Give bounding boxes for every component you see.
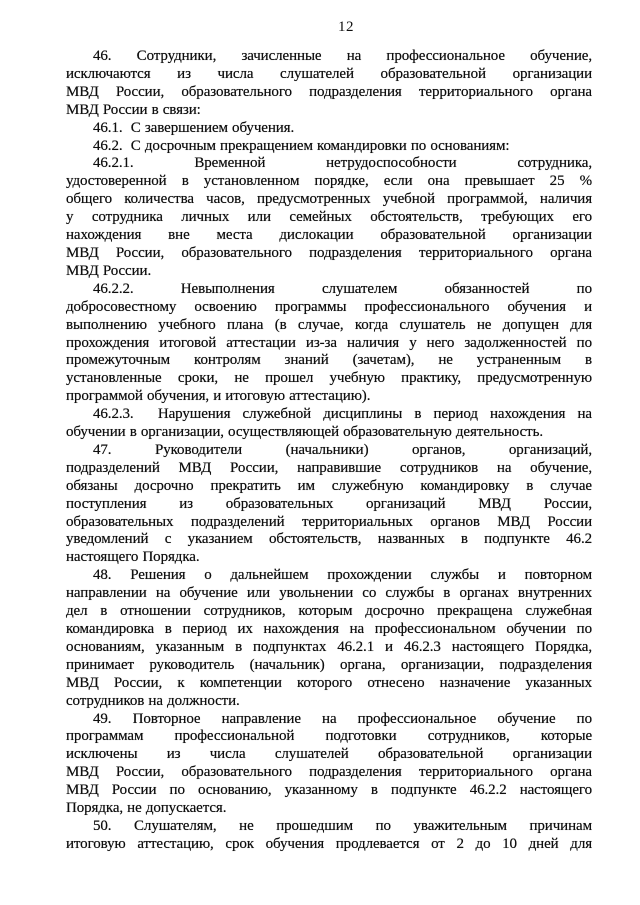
text-line: 46.1. С завершением обучения. (93, 119, 295, 136)
text-line: направлении на обучение или увольнении со службы в органах внутренних (66, 585, 592, 602)
text-line: поступления из образовательных организаций МВД России, (66, 495, 592, 512)
paragraph (66, 155, 592, 280)
text-line: 46.2.3. Нарушения служебной дисциплины в период нахождения на (93, 406, 592, 423)
text-line: исключены из числа слушателей образовательной организации (66, 746, 592, 763)
text-line: установленные сроки, не прошел учебную практику, предусмотренную (66, 370, 592, 387)
text-line: сотрудников на должности. (66, 692, 240, 709)
text-line: МВД России, образовательного подразделения территориального органа (66, 244, 592, 261)
text-line: основаниям, указанным в подпунктах 46.2.1 и 46.2.3 настоящего Порядка, (66, 638, 592, 655)
text-line: подразделений МВД России, направившие сотрудников на обучение, (66, 459, 592, 476)
text-line: добросовестному освоению программы профессионального обучения и (66, 298, 592, 315)
text-line: уведомлений с указанием обстоятельств, названных в подпункте 46.2 (66, 531, 592, 548)
text-line: выполнению учебного плана (в случае, когда слушатель не допущен для (66, 316, 592, 333)
text-line: программам профессиональной подготовки сотрудников, которые (66, 728, 592, 745)
paragraph (66, 711, 592, 818)
document-body (66, 48, 592, 854)
paragraph (66, 138, 592, 156)
text-line: 47. Руководители (начальники) органов, организаций, (93, 441, 592, 458)
text-line: у сотрудника личных или семейных обстоятельств, требующих его (66, 209, 592, 226)
text-line: прохождения итоговой аттестации из-за наличия у него задолженностей по (66, 334, 592, 351)
text-line: МВД России, образовательного подразделения территориального органа (66, 764, 592, 781)
text-line: обучении в организации, осуществляющей образовательную деятельность. (66, 424, 543, 441)
text-line: промежуточным контролям знаний (зачетам), не устраненным в (66, 352, 592, 369)
text-line: 48. Решения о дальнейшем прохождении службы и повторном (93, 567, 592, 584)
paragraph (66, 48, 592, 120)
text-line: принимает руководитель (начальник) органа, организации, подразделения (66, 656, 592, 673)
text-line: МВД России, образовательного подразделения территориального органа (66, 83, 592, 100)
paragraph (66, 406, 592, 442)
text-line: программой обучения, и итоговую аттестацию). (66, 388, 371, 405)
text-line: 46.2. С досрочным прекращением командировки по основаниям: (93, 137, 510, 154)
paragraph (66, 567, 592, 710)
text-line: обязаны досрочно прекратить им служебную командировку в случае (66, 477, 592, 494)
text-line: 46.2.2. Невыполнения слушателем обязанностей по (93, 280, 592, 297)
paragraph (66, 281, 592, 406)
text-line: нахождения вне места дислокации образовательной организации (66, 227, 592, 244)
text-line: удостоверенной в установленном порядке, если она превышает 25 % (66, 173, 592, 190)
paragraph (66, 442, 592, 567)
text-line: командировка в период их нахождения на профессиональном обучении по (66, 621, 592, 637)
text-line: общего количества часов, предусмотренных учебной программой, наличия (66, 191, 592, 208)
text-line: 49. Повторное направление на профессиональное обучение по (93, 710, 592, 727)
text-line: дел в отношении сотрудников, которым досрочно прекращена служебная (66, 603, 592, 620)
text-line: 46.2.1. Временной нетрудоспособности сотрудника, (93, 155, 592, 172)
page-number: 12 (338, 19, 354, 35)
text-line: настоящего Порядка. (66, 549, 200, 566)
text-line: образовательных подразделений территориальных органов МВД России (66, 513, 592, 530)
paragraph (66, 818, 592, 854)
paragraph (66, 120, 592, 138)
text-line: Порядка, не допускается. (66, 800, 227, 817)
text-line: МВД России в связи: (66, 101, 201, 118)
text-line: МВД России по основанию, указанному в подпункте 46.2.2 настоящего (66, 782, 592, 799)
text-line: 50. Слушателям, не прошедшим по уважительным причинам (93, 817, 592, 834)
text-line: 46. Сотрудники, зачисленные на профессиональное обучение, (93, 48, 592, 64)
text-line: итоговую аттестацию, срок обучения продлевается от 2 до 10 дней для (66, 835, 592, 852)
text-line: МВД России. (66, 262, 152, 279)
text-line: исключаются из числа слушателей образовательной организации (66, 65, 592, 82)
text-line: МВД России, к компетенции которого отнесено назначение указанных (66, 674, 592, 691)
